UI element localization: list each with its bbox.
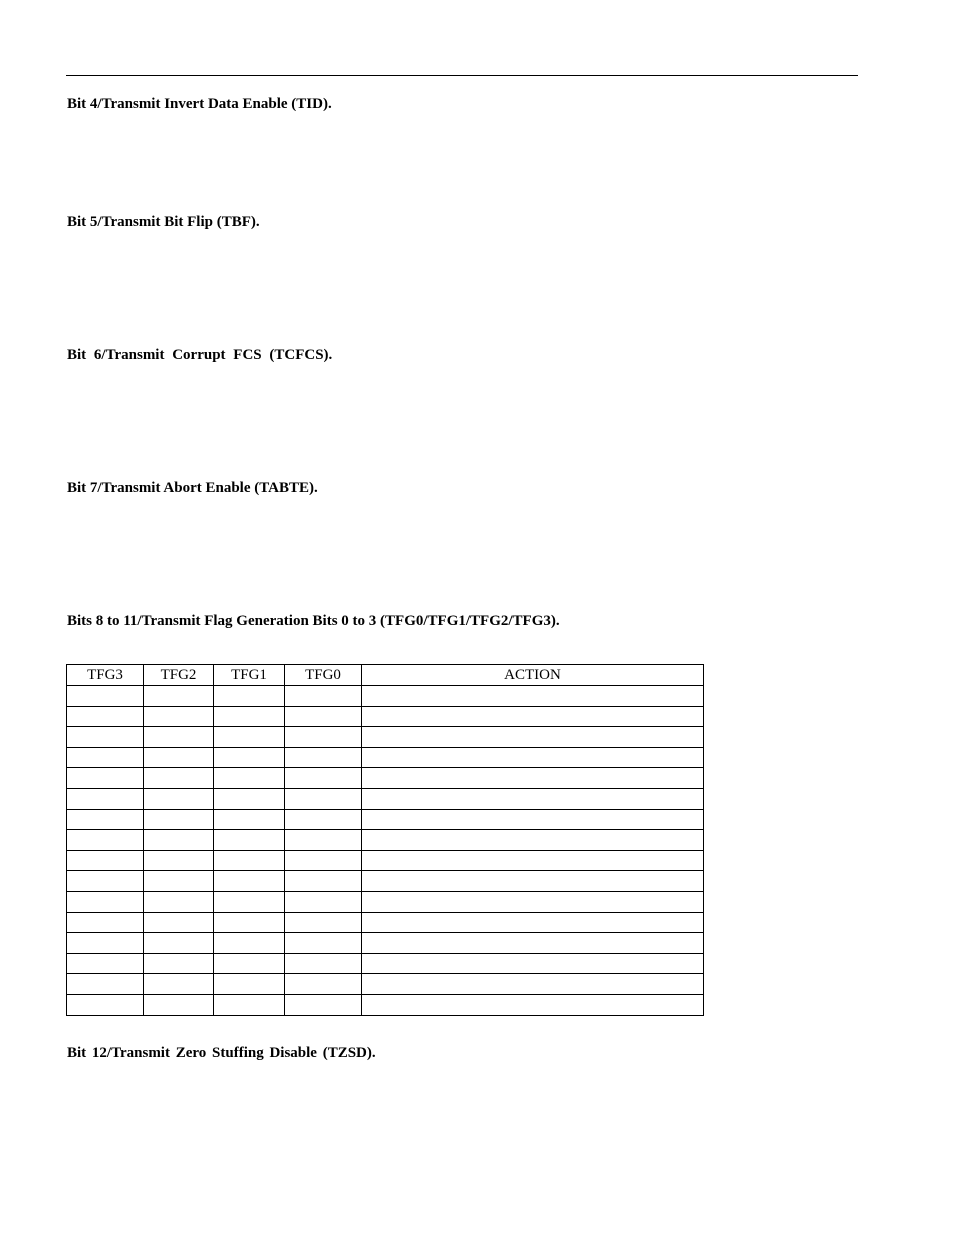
tfg0-cell: [285, 994, 362, 1015]
table-row: [67, 933, 704, 954]
tfg2-cell: [144, 850, 214, 871]
column-header-tfg1: TFG1: [214, 665, 285, 686]
action-cell: [362, 727, 704, 748]
tfg2-cell: [144, 706, 214, 727]
tfg1-cell: [214, 933, 285, 954]
tfg3-cell: [67, 850, 144, 871]
tfg0-cell: [285, 974, 362, 995]
tfg1-cell: [214, 912, 285, 933]
tfg2-cell: [144, 974, 214, 995]
tfg3-cell: [67, 747, 144, 768]
tfg1-cell: [214, 706, 285, 727]
tfg2-cell: [144, 891, 214, 912]
action-cell: [362, 933, 704, 954]
tfg3-cell: [67, 809, 144, 830]
tfg0-cell: [285, 830, 362, 851]
tfg2-cell: [144, 830, 214, 851]
table-row: [67, 788, 704, 809]
table-row: [67, 994, 704, 1015]
column-header-tfg2: TFG2: [144, 665, 214, 686]
tfg2-cell: [144, 912, 214, 933]
tfg2-cell: [144, 747, 214, 768]
action-cell: [362, 994, 704, 1015]
action-cell: [362, 768, 704, 789]
heading-bit4-tid: Bit 4/Transmit Invert Data Enable (TID).: [67, 96, 332, 112]
column-header-tfg0: TFG0: [285, 665, 362, 686]
tfg2-cell: [144, 788, 214, 809]
action-cell: [362, 850, 704, 871]
tfg2-cell: [144, 933, 214, 954]
table-row: [67, 974, 704, 995]
table-row: [67, 891, 704, 912]
tfg0-cell: [285, 912, 362, 933]
table-row: [67, 706, 704, 727]
column-header-tfg3: TFG3: [67, 665, 144, 686]
table-row: [67, 747, 704, 768]
table-row: [67, 768, 704, 789]
tfg0-cell: [285, 727, 362, 748]
tfg2-cell: [144, 686, 214, 707]
tfg1-cell: [214, 953, 285, 974]
tfg2-cell: [144, 809, 214, 830]
action-cell: [362, 912, 704, 933]
tfg3-cell: [67, 686, 144, 707]
table-row: [67, 830, 704, 851]
tfg2-cell: [144, 871, 214, 892]
tfg3-cell: [67, 830, 144, 851]
table-row: [67, 727, 704, 748]
tfg3-cell: [67, 994, 144, 1015]
tfg0-cell: [285, 747, 362, 768]
tfg3-cell: [67, 974, 144, 995]
tfg1-cell: [214, 994, 285, 1015]
tfg-table-header-row: [67, 665, 704, 686]
action-cell: [362, 891, 704, 912]
tfg0-cell: [285, 933, 362, 954]
tfg1-cell: [214, 850, 285, 871]
heading-bit5-tbf: Bit 5/Transmit Bit Flip (TBF).: [67, 214, 260, 230]
action-cell: [362, 788, 704, 809]
action-cell: [362, 747, 704, 768]
tfg3-cell: [67, 891, 144, 912]
top-divider: [66, 75, 858, 76]
tfg2-cell: [144, 727, 214, 748]
table-row: [67, 850, 704, 871]
tfg0-cell: [285, 768, 362, 789]
tfg0-cell: [285, 953, 362, 974]
column-header-action: ACTION: [362, 665, 704, 686]
tfg1-cell: [214, 788, 285, 809]
tfg2-cell: [144, 768, 214, 789]
action-cell: [362, 871, 704, 892]
table-row: [67, 953, 704, 974]
action-cell: [362, 706, 704, 727]
tfg3-cell: [67, 788, 144, 809]
tfg0-cell: [285, 891, 362, 912]
tfg3-cell: [67, 727, 144, 748]
action-cell: [362, 830, 704, 851]
table-row: [67, 809, 704, 830]
tfg1-cell: [214, 891, 285, 912]
tfg1-cell: [214, 768, 285, 789]
tfg-table: [66, 664, 704, 1016]
tfg3-cell: [67, 953, 144, 974]
table-row: [67, 871, 704, 892]
heading-bit7-tabte: Bit 7/Transmit Abort Enable (TABTE).: [67, 480, 318, 496]
tfg0-cell: [285, 686, 362, 707]
tfg1-cell: [214, 747, 285, 768]
tfg0-cell: [285, 706, 362, 727]
tfg-table-body: [67, 686, 704, 1016]
tfg0-cell: [285, 788, 362, 809]
tfg3-cell: [67, 933, 144, 954]
tfg1-cell: [214, 830, 285, 851]
tfg0-cell: [285, 809, 362, 830]
tfg3-cell: [67, 871, 144, 892]
tfg1-cell: [214, 974, 285, 995]
action-cell: [362, 686, 704, 707]
tfg1-cell: [214, 686, 285, 707]
tfg1-cell: [214, 809, 285, 830]
tfg3-cell: [67, 912, 144, 933]
heading-bits8-11-tfg: Bits 8 to 11/Transmit Flag Generation Bits 0 to 3 (TFG0/TFG1/TFG2/TFG3).: [67, 613, 560, 629]
tfg1-cell: [214, 727, 285, 748]
heading-bit6-tcfcs: Bit 6/Transmit Corrupt FCS (TCFCS).: [67, 347, 333, 363]
tfg2-cell: [144, 953, 214, 974]
tfg0-cell: [285, 871, 362, 892]
action-cell: [362, 809, 704, 830]
tfg1-cell: [214, 871, 285, 892]
tfg3-cell: [67, 706, 144, 727]
table-row: [67, 912, 704, 933]
tfg2-cell: [144, 994, 214, 1015]
tfg0-cell: [285, 850, 362, 871]
heading-bit12-tzsd: Bit 12/Transmit Zero Stuffing Disable (TZSD).: [67, 1045, 376, 1061]
action-cell: [362, 953, 704, 974]
action-cell: [362, 974, 704, 995]
tfg3-cell: [67, 768, 144, 789]
table-row: [67, 686, 704, 707]
